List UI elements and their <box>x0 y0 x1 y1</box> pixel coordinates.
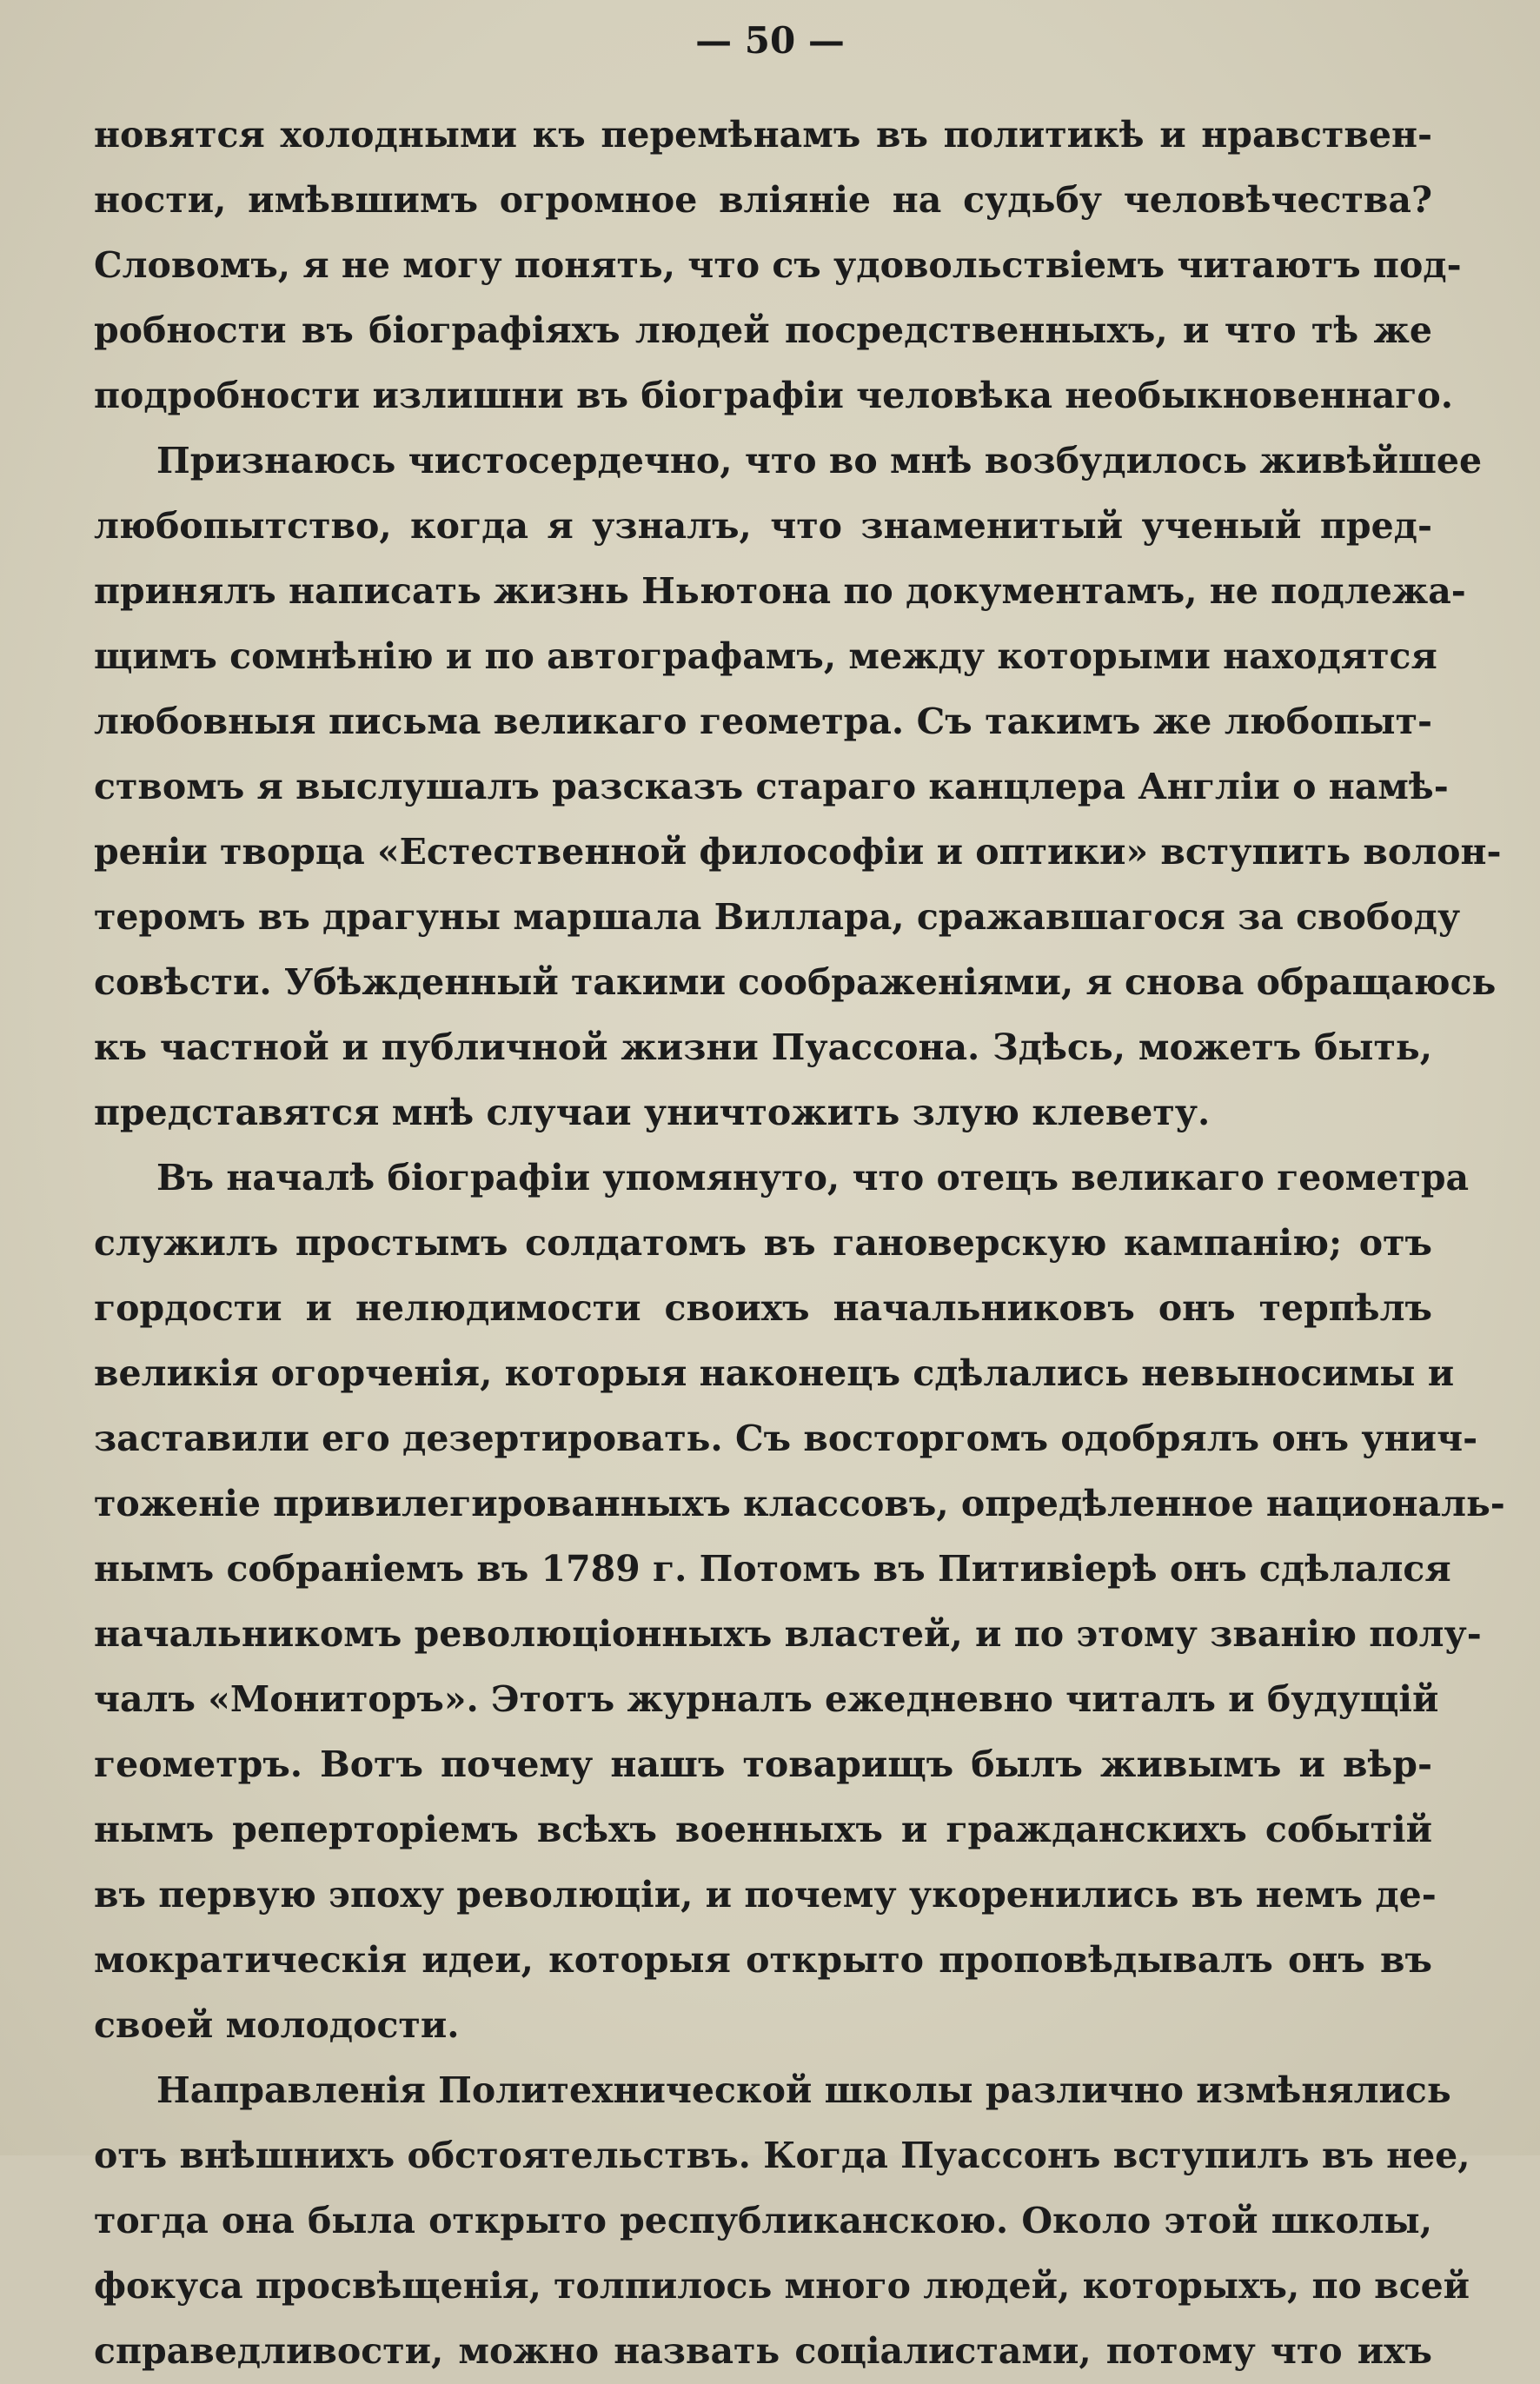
text-line: подробности излишни въ біографіи человѣка необыкновеннаго. <box>94 375 1454 416</box>
text-line: совѣсти. Убѣжденный такими соображеніями, я снова обращаюсь <box>94 961 1497 1003</box>
text-line: представятся мнѣ случаи уничтожить злую клевету. <box>94 1092 1211 1133</box>
text-line: реніи творца «Естественной философіи и оптики» вступить волон- <box>94 831 1502 873</box>
text-line: Словомъ, я не могу понять, что съ удовольствіемъ читаютъ под- <box>94 244 1462 286</box>
paragraph <box>94 1146 1505 2058</box>
text-line: мократическія идеи, которыя открыто проповѣдывалъ онъ въ <box>94 1939 1432 1981</box>
text-line: нымъ собраніемъ въ 1789 г. Потомъ въ Питивіерѣ онъ сдѣлался <box>94 1548 1451 1590</box>
text-line: справедливости, можно назвать соціалистами, потому что ихъ <box>94 2330 1432 2372</box>
paragraph <box>94 2058 1470 2384</box>
text-line: геометръ. Вотъ почему нашъ товарищъ былъ живымъ и вѣр- <box>94 1743 1432 1785</box>
text-line: въ первую эпоху революціи, и почему укоренились въ немъ де- <box>94 1874 1437 1916</box>
text-line: къ частной и публичной жизни Пуассона. Здѣсь, можетъ быть, <box>94 1026 1432 1068</box>
text-line: гордости и нелюдимости своихъ начальниковъ онъ терпѣлъ <box>94 1287 1432 1329</box>
text-line: тогда она была открыто республиканскою. Около этой школы, <box>94 2200 1432 2241</box>
text-line: фокуса просвѣщенія, толпилось много людей, которыхъ, по всей <box>94 2265 1470 2307</box>
text-line: теромъ въ драгуны маршала Виллара, сражавшагося за свободу <box>94 896 1461 938</box>
text-line: робности въ біографіяхъ людей посредственныхъ, и что тѣ же <box>94 309 1432 351</box>
text-line: принялъ написать жизнь Ньютона по документамъ, не подлежа- <box>94 570 1466 612</box>
text-line: щимъ сомнѣнію и по автографамъ, между которыми находятся <box>94 635 1437 677</box>
text-line: любовныя письма великаго геометра. Съ такимъ же любопыт- <box>94 701 1432 742</box>
paragraph <box>94 103 1462 428</box>
text-line: нымъ реперторіемъ всѣхъ военныхъ и гражданскихъ событій <box>94 1809 1432 1850</box>
text-line: Въ началѣ біографіи упомянуто, что отецъ великаго геометра <box>156 1157 1470 1199</box>
page-number: — 50 — <box>695 19 845 62</box>
text-line: Признаюсь чистосердечно, что во мнѣ возбудилось живѣйшее <box>156 440 1483 481</box>
paragraph <box>94 428 1502 1146</box>
body-text <box>94 103 1505 2384</box>
text-line: отъ внѣшнихъ обстоятельствъ. Когда Пуассонъ вступилъ въ нее, <box>94 2135 1470 2176</box>
text-line: ствомъ я выслушалъ разсказъ стараго канцлера Англіи о намѣ- <box>94 766 1449 807</box>
text-line: ности, имѣвшимъ огромное вліяніе на судьбу человѣчества? <box>94 179 1432 221</box>
text-line: чалъ «Мониторъ». Этотъ журналъ ежедневно читалъ и будущій <box>94 1678 1439 1720</box>
text-line: великія огорченія, которыя наконецъ сдѣлались невыносимы и <box>94 1352 1455 1394</box>
text-line: начальникомъ революціонныхъ властей, и по этому званію полу- <box>94 1613 1482 1655</box>
text-line: тоженіе привилегированныхъ классовъ, опредѣленное националь- <box>94 1483 1505 1524</box>
text-line: любопытство, когда я узналъ, что знаменитый ученый пред- <box>94 505 1432 547</box>
text-line: своей молодости. <box>94 2004 460 2046</box>
text-line: заставили его дезертировать. Съ восторгомъ одобрялъ онъ унич- <box>94 1418 1478 1459</box>
text-line: служилъ простымъ солдатомъ въ гановерскую кампанію; отъ <box>94 1222 1432 1264</box>
text-line: новятся холодными къ перемѣнамъ въ политикѣ и нравствен- <box>94 114 1432 156</box>
text-line: Направленія Политехнической школы различно измѣнялись <box>156 2069 1451 2111</box>
